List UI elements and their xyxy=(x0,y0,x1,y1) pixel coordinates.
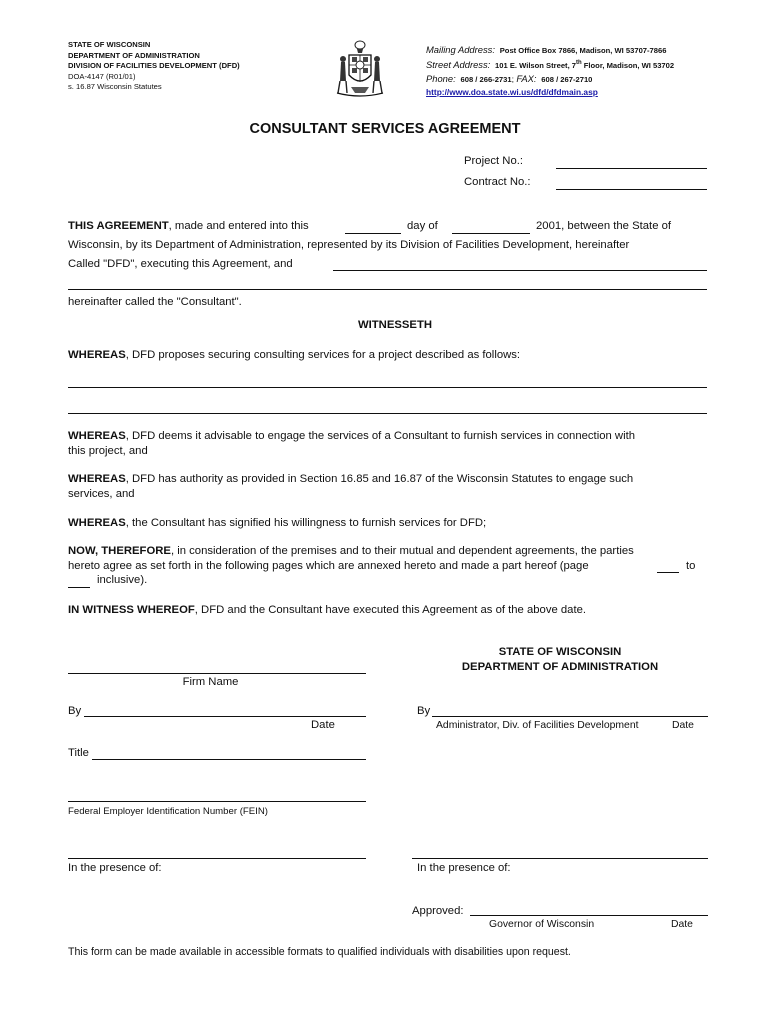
approved-label: Approved: xyxy=(412,905,464,917)
title-field[interactable] xyxy=(92,759,366,760)
fein-label: Federal Employer Identification Number (FEIN) xyxy=(68,806,268,817)
mailing-value: Post Office Box 7866, Madison, WI 53707-7866 xyxy=(499,46,667,55)
agreement-line-3: Called "DFD", executing this Agreement, and xyxy=(68,258,293,270)
agreement-line-4: hereinafter called the "Consultant". xyxy=(68,296,242,308)
whereas-label-4: WHEREAS xyxy=(68,517,126,529)
witness-text: , DFD and the Consultant have executed this Agreement as of the above date. xyxy=(194,604,587,616)
now-text-b: hereto agree as set forth in the following pages which are annexed hereto and made a part hereof (page xyxy=(68,560,589,572)
consultant-by-label: By xyxy=(68,705,82,717)
whereas-4 xyxy=(68,516,486,531)
agreement-day-field[interactable] xyxy=(345,233,401,234)
whereas-3 xyxy=(68,472,633,502)
project-no-field[interactable] xyxy=(556,168,707,169)
project-description-line-2[interactable] xyxy=(68,413,707,414)
mailing-address xyxy=(426,44,674,57)
dfd-presence-label: In the presence of: xyxy=(417,862,511,874)
project-description-line-1[interactable] xyxy=(68,387,707,388)
fax-value: 608 / 267-2710 xyxy=(541,74,593,84)
agreement-text-1: , made and entered into this xyxy=(168,220,309,232)
contact-block xyxy=(426,44,674,98)
consultant-signature-field[interactable] xyxy=(84,716,366,717)
agency-line-1: STATE OF WISCONSIN xyxy=(68,40,151,49)
page-from-field[interactable] xyxy=(657,572,679,573)
governor-date-label: Date xyxy=(671,919,693,930)
firm-name-label: Firm Name xyxy=(182,676,239,688)
statute-reference: s. 16.87 Wisconsin Statutes xyxy=(68,82,162,92)
whereas-text-3b: services, and xyxy=(68,488,135,500)
whereas-text-4: , the Consultant has signified his willingness to furnish services for DFD; xyxy=(125,517,487,529)
dfd-by-label: By xyxy=(417,705,431,717)
agreement-day-of: day of xyxy=(407,220,438,232)
state-seal-icon xyxy=(331,37,389,99)
page-to-field[interactable] xyxy=(68,587,90,588)
witness-label: IN WITNESS WHEREOF xyxy=(68,604,195,616)
fein-field[interactable] xyxy=(68,801,366,802)
agreement-line-2: Wisconsin, by its Department of Administration, represented by its Division of Facilities Development, hereinafter xyxy=(68,239,630,251)
phone-fax: Phone: 608 / 266-2731; FAX: 608 / 267-2710 xyxy=(426,72,593,84)
consultant-name-field-2[interactable] xyxy=(68,289,707,290)
now-to: to xyxy=(686,560,696,572)
form-number: DOA-4147 (R01/01) xyxy=(68,71,136,81)
whereas-label-2: WHEREAS xyxy=(68,430,126,442)
phone-label: Phone: xyxy=(426,72,456,84)
administrator-label: Administrator, Div. of Facilities Development xyxy=(436,720,639,731)
phone-value: 608 / 266-2731 xyxy=(460,74,512,84)
consultant-date-label: Date xyxy=(311,719,335,731)
fax-label: FAX: xyxy=(516,72,537,84)
now-text-a: , in consideration of the premises and to their mutual and dependent agreements, the parties xyxy=(170,545,634,557)
dfd-witness-field[interactable] xyxy=(412,858,708,859)
now-therefore xyxy=(68,544,634,574)
whereas-2 xyxy=(68,429,635,459)
firm-name-field[interactable] xyxy=(68,673,366,674)
now-label: NOW, THEREFORE xyxy=(68,545,171,557)
whereas-text-3a: , DFD has authority as provided in Section 16.85 and 16.87 of the Wisconsin Statutes to engage such xyxy=(125,473,634,485)
contract-no-field[interactable] xyxy=(556,189,707,190)
agency-block xyxy=(68,40,240,93)
mailing-label: Mailing Address: xyxy=(426,44,495,55)
consultant-presence-label: In the presence of: xyxy=(68,862,162,874)
agreement-line-1 xyxy=(68,219,309,234)
whereas-text-2a: , DFD deems it advisable to engage the services of a Consultant to furnish services in connection with xyxy=(125,430,635,442)
agency-line-2: DEPARTMENT OF ADMINISTRATION xyxy=(68,50,200,60)
whereas-1 xyxy=(68,348,520,363)
agreement-text-3: 2001, between the State of xyxy=(536,220,672,232)
state-signature-heading xyxy=(412,645,708,675)
whereas-text-2b: this project, and xyxy=(68,445,148,457)
title-label: Title xyxy=(68,747,89,759)
consultant-name-field[interactable] xyxy=(333,270,707,271)
page-title: CONSULTANT SERVICES AGREEMENT xyxy=(249,121,521,137)
project-no-label: Project No.: xyxy=(464,155,524,167)
witnesseth-heading: WITNESSETH xyxy=(357,319,433,331)
accessibility-footer: This form can be made available in accessible formats to qualified individuals with disabilities upon request. xyxy=(68,946,571,958)
dfd-website-link[interactable]: http://www.doa.state.wi.us/dfd/dfdmain.asp xyxy=(426,87,598,98)
street-label: Street Address: xyxy=(426,59,491,71)
administrator-signature-field[interactable] xyxy=(432,716,708,717)
street-sup: th xyxy=(576,60,582,67)
street-address xyxy=(426,57,674,72)
whereas-text-1: , DFD proposes securing consulting services for a project described as follows: xyxy=(125,349,521,361)
whereas-label-1: WHEREAS xyxy=(68,349,126,361)
state-heading-1: STATE OF WISCONSIN xyxy=(498,646,622,658)
agreement-lead: THIS AGREEMENT xyxy=(68,220,169,232)
contract-no-label: Contract No.: xyxy=(464,176,531,188)
now-text-c: inclusive). xyxy=(97,574,148,586)
governor-label: Governor of Wisconsin xyxy=(489,919,595,930)
agreement-month-field[interactable] xyxy=(452,233,530,234)
in-witness xyxy=(68,603,586,618)
consultant-witness-field[interactable] xyxy=(68,858,366,859)
state-heading-2: DEPARTMENT OF ADMINISTRATION xyxy=(461,661,659,673)
administrator-date-label: Date xyxy=(672,720,694,731)
street-value-a: 101 E. Wilson Street, 7 xyxy=(495,61,577,71)
street-value-b: Floor, Madison, WI 53702 xyxy=(581,61,675,71)
governor-signature-field[interactable] xyxy=(470,915,708,916)
whereas-label-3: WHEREAS xyxy=(68,473,126,485)
agency-line-3: DIVISION OF FACILITIES DEVELOPMENT (DFD) xyxy=(68,61,240,71)
